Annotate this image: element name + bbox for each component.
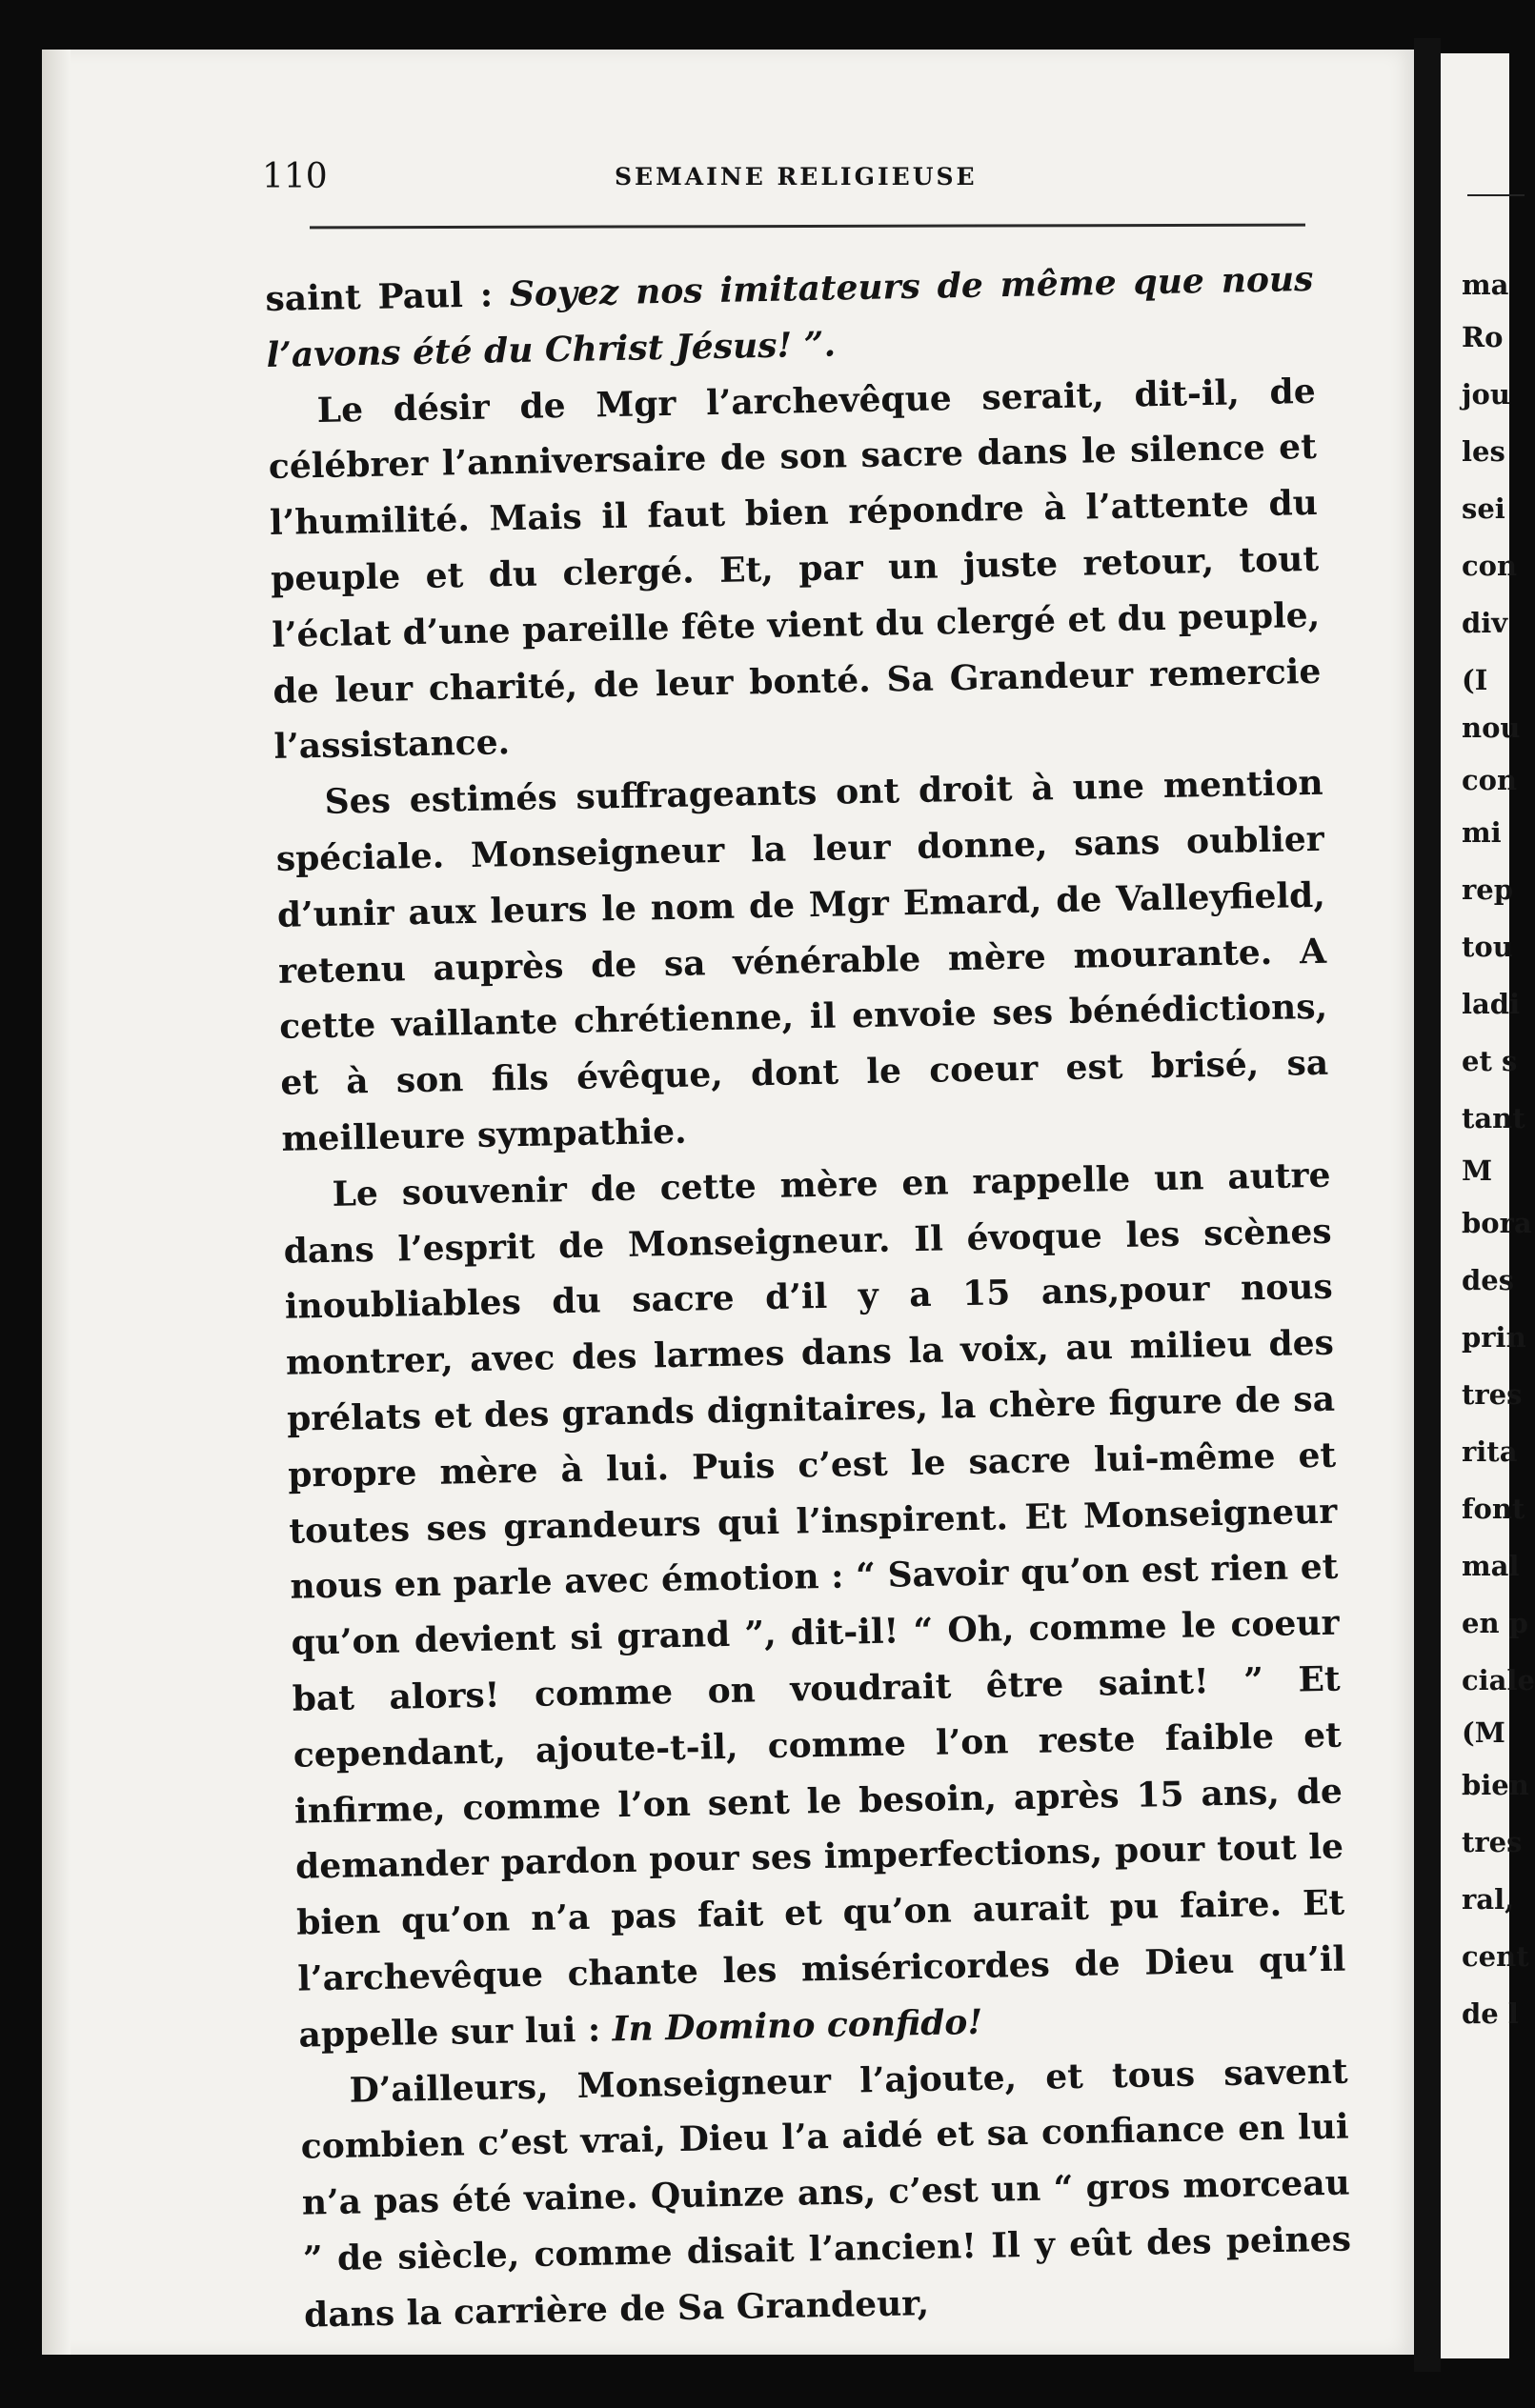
next-page-line: et s bbox=[1462, 1045, 1518, 1077]
next-page-line: mal bbox=[1462, 1550, 1520, 1582]
next-page-line: tou bbox=[1462, 931, 1513, 963]
next-page-line: con bbox=[1462, 764, 1518, 796]
paragraph-1-lead: saint Paul : bbox=[265, 274, 511, 319]
body-text bbox=[265, 251, 1353, 2343]
next-page-line: font bbox=[1462, 1493, 1525, 1525]
next-page-line: tres bbox=[1462, 1378, 1523, 1411]
paragraph-1-quote: Soyez nos imitateurs de même que nous l’avons été du Christ Jésus! ”. bbox=[266, 258, 1314, 375]
next-page-line: ma bbox=[1462, 269, 1509, 301]
paragraph-2: Le désir de Mgr l’archevêque serait, dit-il, de célébrer l’anniversaire de son sacre dans le silence et l’humilité. Mais il faut bien répondre à l’attente du peuple et du clergé. Et, par un juste retour, tout l’éclat d’une pareille fête vient du clergé et du peuple, de leur charité, de leur bonté. Sa Grandeur remercie l’assistance. bbox=[268, 371, 1322, 768]
next-page-line: rep bbox=[1462, 873, 1514, 906]
paragraph-1 bbox=[265, 251, 1315, 384]
next-page-line: nou bbox=[1462, 712, 1521, 744]
next-page-line: ral, bbox=[1462, 1883, 1515, 1916]
paragraph-4 bbox=[282, 1147, 1347, 2063]
next-page-line: cent bbox=[1462, 1940, 1529, 1973]
next-page-line: prin bbox=[1462, 1321, 1526, 1354]
next-page-line: les bbox=[1462, 435, 1505, 468]
page-edge bbox=[42, 50, 71, 2355]
next-page-line: rita bbox=[1462, 1435, 1518, 1468]
next-page-rule bbox=[1467, 194, 1525, 196]
next-page-line: con bbox=[1462, 550, 1518, 582]
next-page-line: bien bbox=[1462, 1769, 1529, 1801]
paragraph-5: D’ailleurs, Monseigneur l’ajoute, et tous savent combien c’est vrai, Dieu l’a aidé et sa confiance en lui n’a pas été vaine. Quinze ans, c’est un “ gros morceau ” de siècle, comme disait l’ancien! Il y eût des peines dans la carrière de Sa Grandeur, bbox=[300, 2051, 1352, 2336]
next-page-line: (M bbox=[1462, 1716, 1505, 1749]
running-title: SEMAINE RELIGIEUSE bbox=[615, 163, 978, 191]
page-header bbox=[262, 157, 1310, 214]
next-page-line: en p bbox=[1462, 1607, 1528, 1639]
next-page-line: Ro bbox=[1462, 321, 1504, 353]
next-page-line: ladi bbox=[1462, 988, 1521, 1020]
paragraph-4-quote: In Domino confido! bbox=[612, 2001, 983, 2050]
next-page-line: jou bbox=[1462, 378, 1510, 411]
next-page-line: tant bbox=[1462, 1102, 1525, 1134]
next-page-line: mi bbox=[1462, 816, 1502, 849]
paragraph-3: Ses estimés suffrageants ont droit à une mention spéciale. Monseigneur la leur donne, sans oublier d’unir aux leurs le nom de Mgr Emard, de Valleyfield, retenu auprès de sa vénérable mère mourante. A cette vaillante chrétienne, il envoie ses bénédictions, et à son fils évêque, dont le coeur est brisé, sa meilleure sympathie. bbox=[275, 762, 1329, 1159]
next-page-line: tres bbox=[1462, 1826, 1523, 1858]
next-page-fragment bbox=[1441, 53, 1535, 2358]
book-gutter bbox=[1414, 38, 1441, 2372]
next-page-line: des bbox=[1462, 1264, 1515, 1296]
next-page-line: de l bbox=[1462, 1997, 1519, 2030]
page-number: 110 bbox=[262, 157, 328, 196]
paragraph-4-text: Le souvenir de cette mère en rappelle un autre dans l’esprit de Monseigneur. Il évoque les scènes inoubliables du sacre d’il y a 15 ans,pour nous montrer, avec des larmes dans la voix, au milieu des prélats et des grands dignitaires, la chère figure de sa propre mère à lui. Puis c’est le sacre lui-même et toutes ses grandeurs qui l’inspirent. Et Monseigneur nous en parle avec émotion : “ Savoir qu’on est rien et qu’on devient si grand ”, dit-il! “ Oh, comme le coeur bat alors! comme on voudrait être saint! ” Et cependant, ajoute-t-il, comme l’on reste faible et infirme, comme l’on sent le besoin, après 15 ans, de demander pardon pour ses imperfections, pour tout le bien qu’on n’a pas fait et qu’on aurait pu faire. Et l’archevêque chante les miséricordes de Dieu qu’il appelle sur lui : bbox=[283, 1154, 1346, 2056]
next-page-line: ciale bbox=[1462, 1664, 1535, 1696]
next-page-line: sei bbox=[1462, 492, 1505, 525]
next-page-line: div bbox=[1462, 607, 1508, 639]
next-page-line: (I bbox=[1462, 664, 1488, 696]
next-page-line: M bbox=[1462, 1154, 1493, 1187]
next-page-line: bora bbox=[1462, 1207, 1532, 1239]
